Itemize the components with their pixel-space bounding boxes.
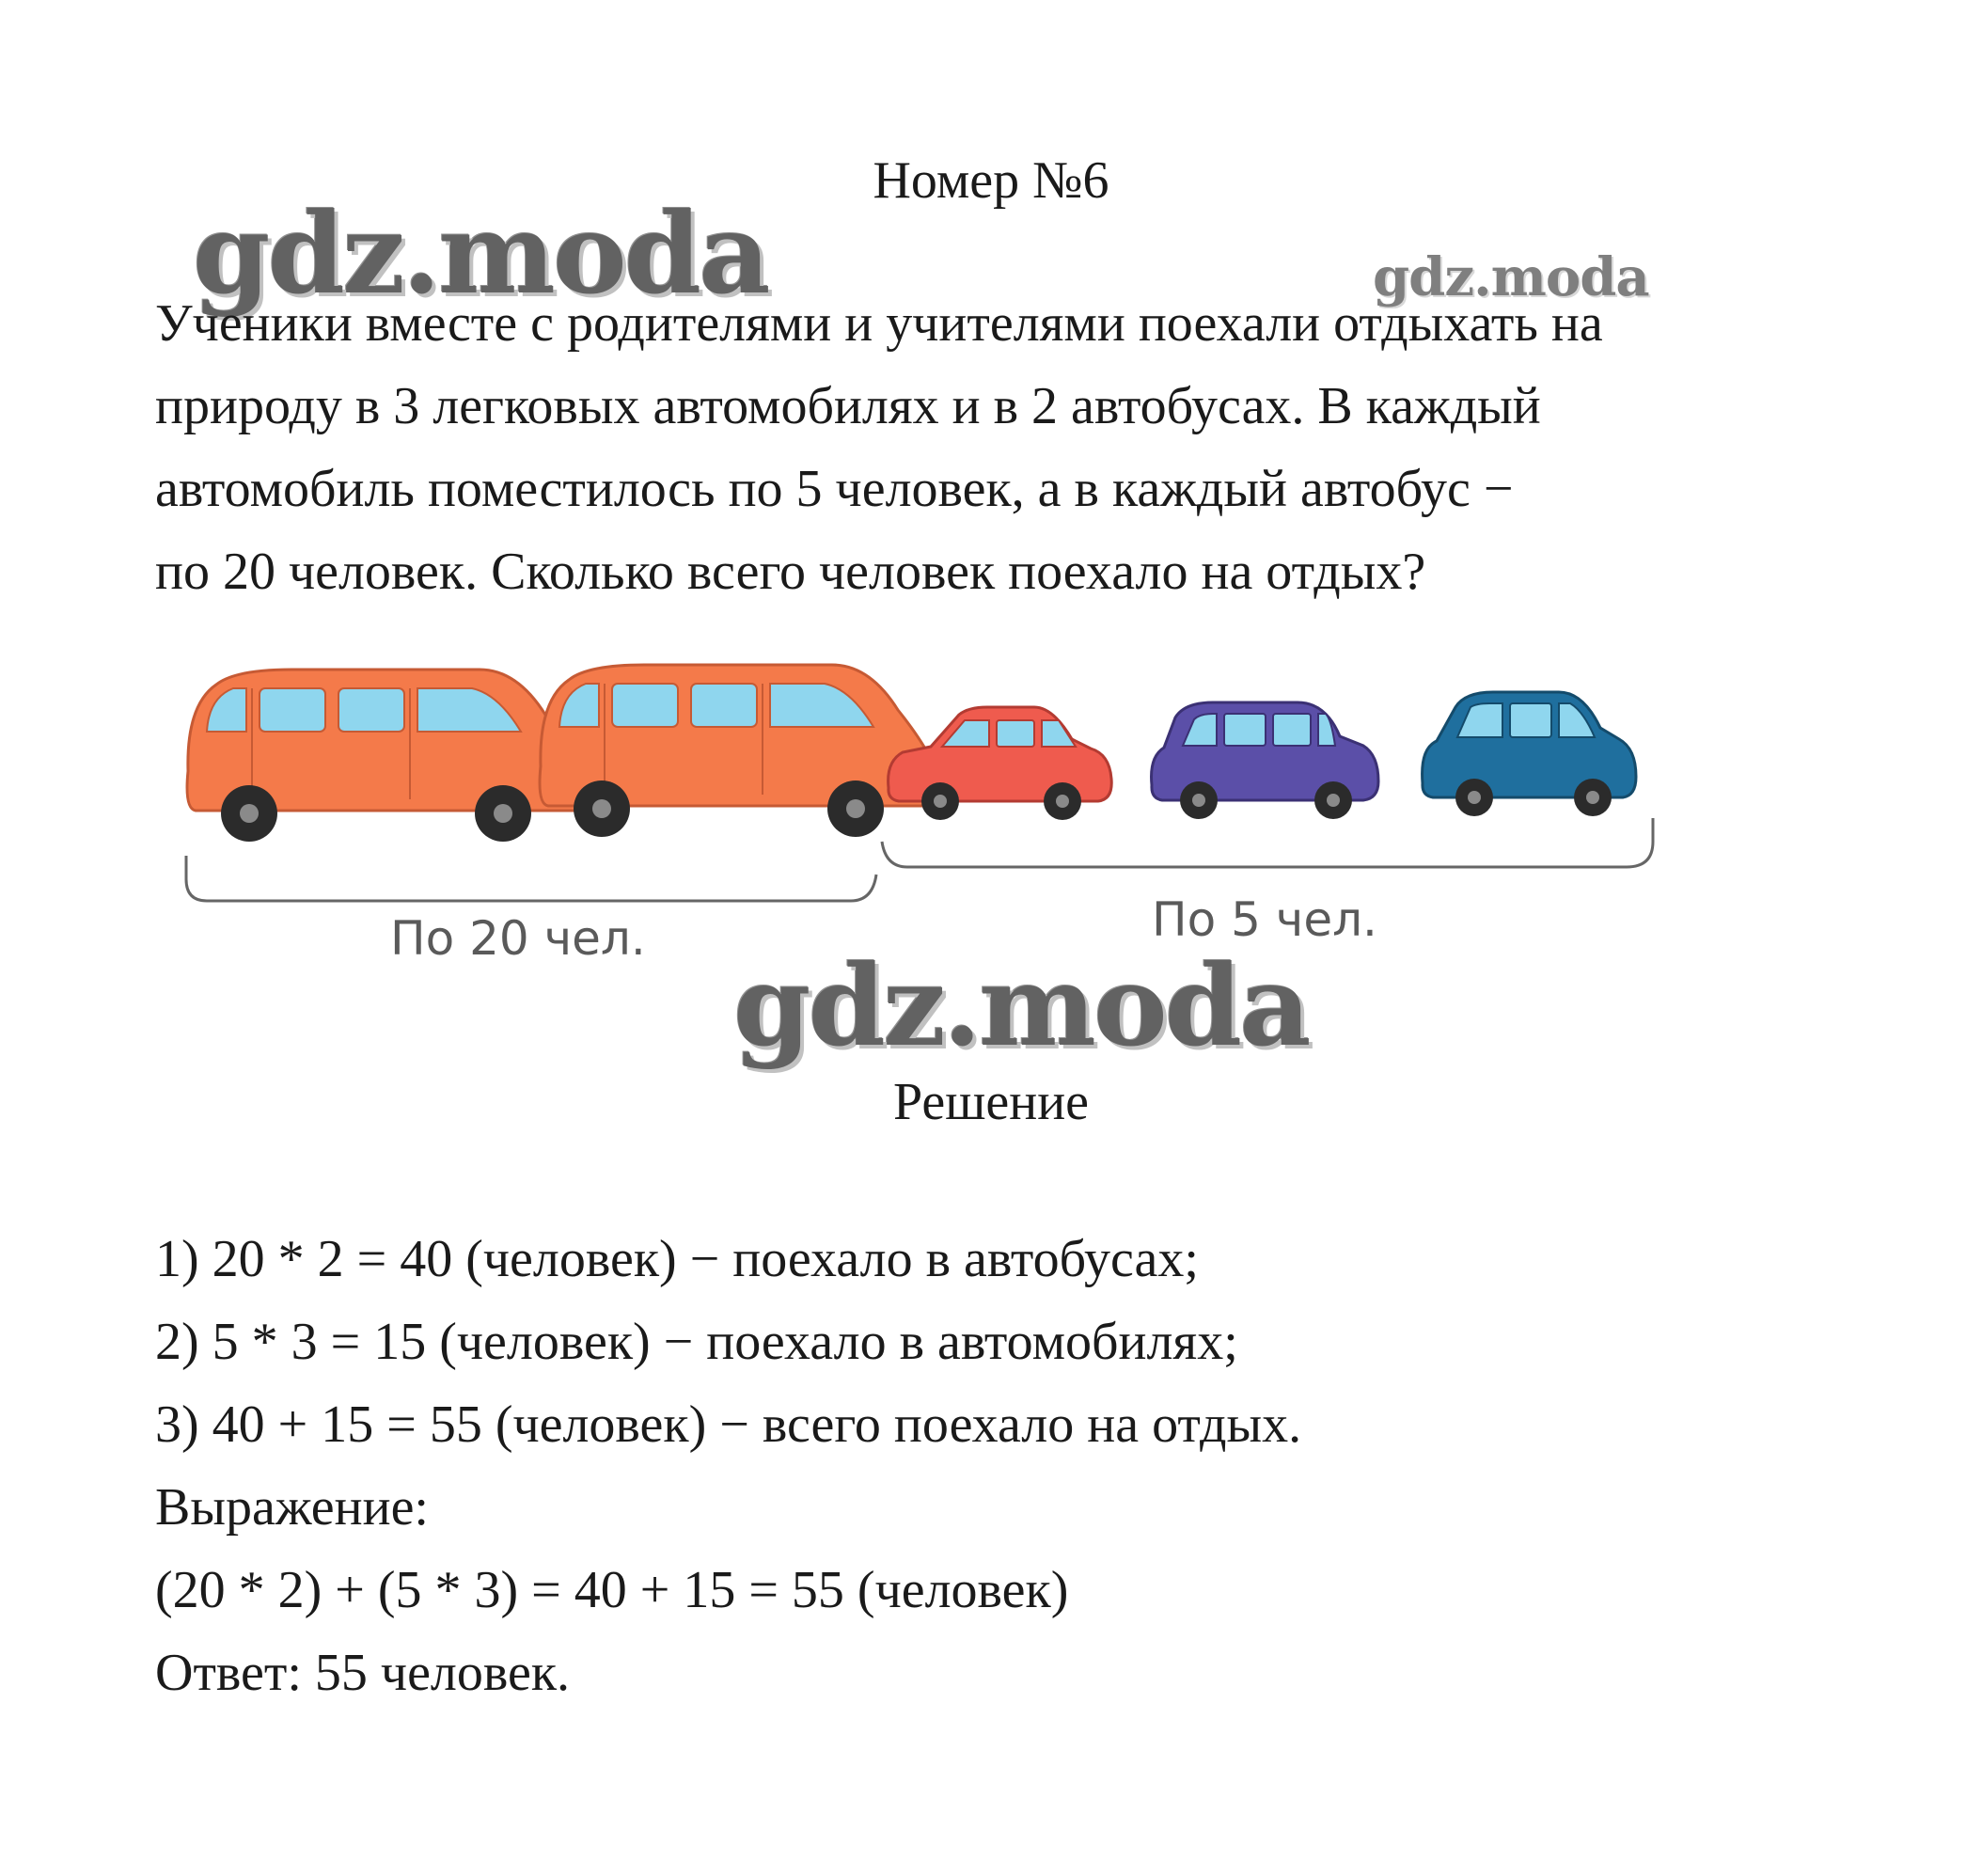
bus-1 xyxy=(187,670,588,842)
car-capacity-label: По 5 чел. xyxy=(1152,892,1377,947)
bus-capacity-label: По 20 чел. xyxy=(390,911,646,966)
watermark-logo: gdz.moda xyxy=(193,188,768,319)
car-brace xyxy=(882,818,1653,867)
watermark-logo: gdz.moda xyxy=(733,940,1309,1071)
page-title: Номер №6 xyxy=(873,151,1109,210)
bus-brace xyxy=(186,856,876,901)
problem-line: природу в 3 легковых автомобилях и в 2 автобусах. В каждый xyxy=(155,377,1541,435)
watermark-logo-small: gdz.moda xyxy=(1373,246,1649,308)
problem-line: Ученики вместе с родителями и учителями поехали отдыхать на xyxy=(155,294,1603,353)
problem-line: автомобиль поместилось по 5 человек, а в каждый автобус − xyxy=(155,460,1514,518)
vehicles-svg xyxy=(179,649,1683,987)
car-blue xyxy=(1423,692,1636,816)
expression: (20 * 2) + (5 * 3) = 40 + 15 = 55 (человек) xyxy=(155,1561,1069,1619)
expression-label: Выражение: xyxy=(155,1478,429,1537)
solution-line: 2) 5 * 3 = 15 (человек) − поехало в автомобилях; xyxy=(155,1313,1238,1371)
solution-title: Решение xyxy=(892,1073,1090,1131)
bus-2 xyxy=(540,665,940,837)
solution-line: 3) 40 + 15 = 55 (человек) − всего поехало на отдых. xyxy=(155,1395,1302,1454)
solution-line: 1) 20 * 2 = 40 (человек) − поехало в автобусах; xyxy=(155,1230,1199,1288)
solution-text xyxy=(155,1218,1904,1714)
problem-text xyxy=(155,282,1904,613)
car-red xyxy=(889,707,1112,820)
vehicles-illustration xyxy=(179,649,1683,987)
car-purple xyxy=(1152,702,1378,819)
problem-line: по 20 человек. Сколько всего человек поехало на отдых? xyxy=(155,543,1426,601)
answer: Ответ: 55 человек. xyxy=(155,1644,571,1702)
